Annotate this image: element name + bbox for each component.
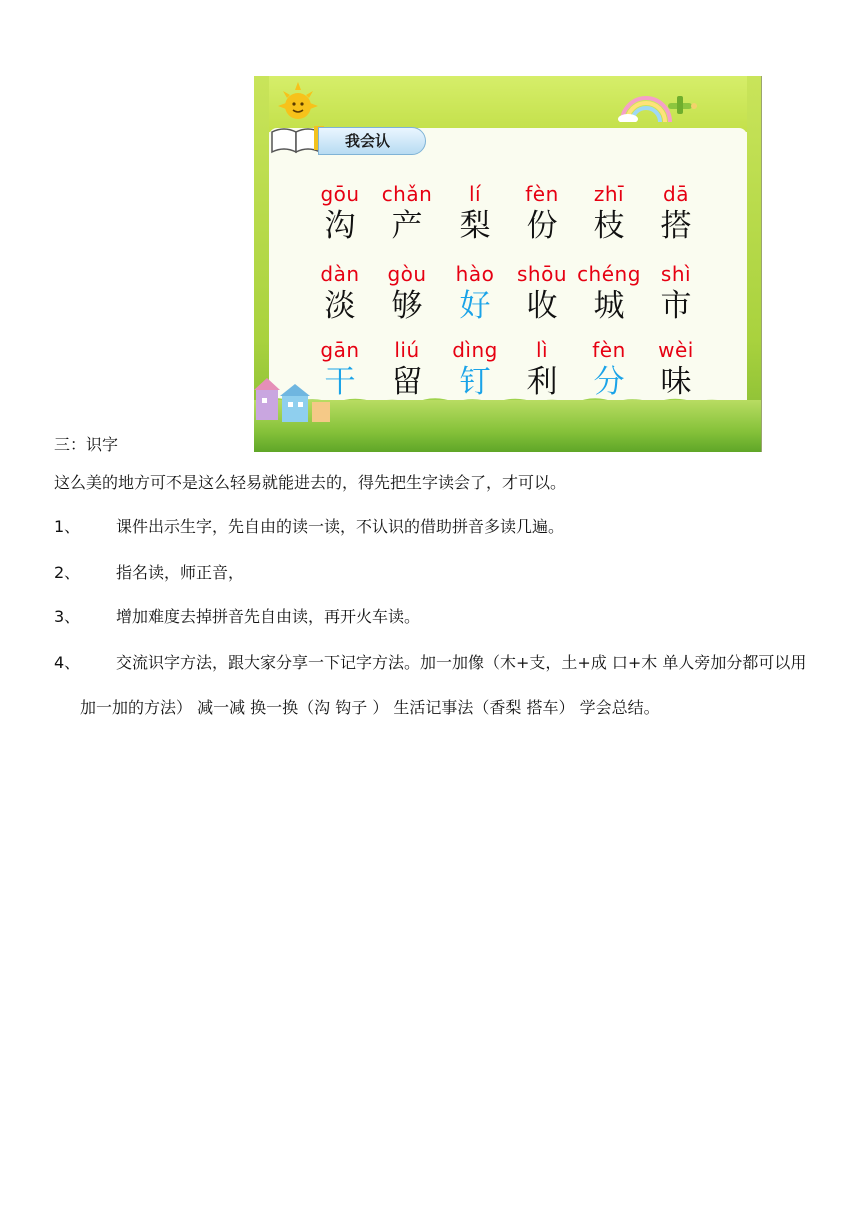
character-card	[510, 338, 574, 402]
character-card	[443, 338, 507, 402]
list-item-text: 交流识字方法，跟大家分享一下记字方法。加一加像（木+支，土+成 口+木 单人旁加分都可以用加一加的方法） 减一减 换一换（沟 钩子 ） 生活记事法（香梨 搭车） 学会总结。	[80, 653, 807, 717]
pinyin-label: dìng	[452, 338, 498, 362]
hanzi-character: 城	[593, 288, 625, 324]
character-card	[510, 182, 574, 246]
pinyin-label: gān	[320, 338, 360, 362]
pinyin-label: fèn	[592, 338, 626, 362]
character-card	[644, 338, 708, 402]
hanzi-character: 份	[526, 208, 558, 244]
list-item-number: 1、	[54, 517, 81, 536]
hanzi-character: 产	[391, 208, 423, 244]
character-card	[443, 182, 507, 246]
character-card	[577, 182, 641, 246]
list-item-text: 增加难度去掉拼音先自由读，再开火车读。	[116, 607, 421, 626]
list-item-text: 课件出示生字，先自由的读一读，不认识的借助拼音多读几遍。	[116, 517, 565, 536]
character-card	[644, 182, 708, 246]
character-card	[308, 262, 372, 326]
pinyin-label: liú	[394, 338, 420, 362]
hanzi-character: 分	[593, 364, 625, 400]
list-item-text: 指名读，师正音，	[116, 563, 245, 582]
list-item-number: 2、	[54, 563, 81, 582]
pinyin-label: dàn	[320, 262, 360, 286]
pinyin-label: shōu	[516, 262, 567, 286]
pinyin-label: lì	[535, 338, 549, 362]
pinyin-label: zhī	[593, 182, 625, 206]
character-card	[443, 262, 507, 326]
character-card	[510, 262, 574, 326]
hanzi-character: 搭	[660, 208, 692, 244]
character-card	[375, 262, 439, 326]
character-card	[375, 338, 439, 402]
pinyin-label: lí	[468, 182, 482, 206]
hanzi-character: 收	[526, 288, 558, 324]
hanzi-character: 留	[391, 364, 423, 400]
hanzi-character: 味	[660, 364, 692, 400]
hanzi-character: 市	[660, 288, 692, 324]
hanzi-character: 够	[391, 288, 423, 324]
hanzi-character: 利	[526, 364, 558, 400]
character-grid	[254, 76, 761, 452]
hanzi-character: 梨	[459, 208, 491, 244]
character-card	[308, 338, 372, 402]
character-card	[308, 182, 372, 246]
courseware-slide-image	[254, 76, 762, 452]
hanzi-character: 枝	[593, 208, 625, 244]
intro-paragraph: 这么美的地方可不是这么轻易就能进去的，得先把生字读会了，才可以。	[54, 473, 567, 492]
section-heading: 三：识字	[54, 435, 119, 454]
pinyin-label: chǎn	[381, 182, 433, 206]
hanzi-character: 钉	[459, 364, 491, 400]
character-card	[644, 262, 708, 326]
pinyin-label: dā	[663, 182, 689, 206]
pinyin-label: shì	[660, 262, 692, 286]
hanzi-character: 沟	[324, 208, 356, 244]
pinyin-label: gōu	[320, 182, 360, 206]
pinyin-label: wèi	[658, 338, 694, 362]
hanzi-character: 淡	[324, 288, 356, 324]
list-item-number: 4、	[54, 653, 81, 672]
character-card	[375, 182, 439, 246]
character-card	[577, 262, 641, 326]
pinyin-label: hào	[455, 262, 495, 286]
pinyin-label: chéng	[577, 262, 641, 286]
pinyin-label: gòu	[387, 262, 427, 286]
pinyin-label: fèn	[525, 182, 559, 206]
character-card	[577, 338, 641, 402]
hanzi-character: 干	[324, 364, 356, 400]
hanzi-character: 好	[459, 288, 491, 324]
list-item-number: 3、	[54, 607, 81, 626]
slide-section-badge: 我会认	[318, 127, 426, 155]
